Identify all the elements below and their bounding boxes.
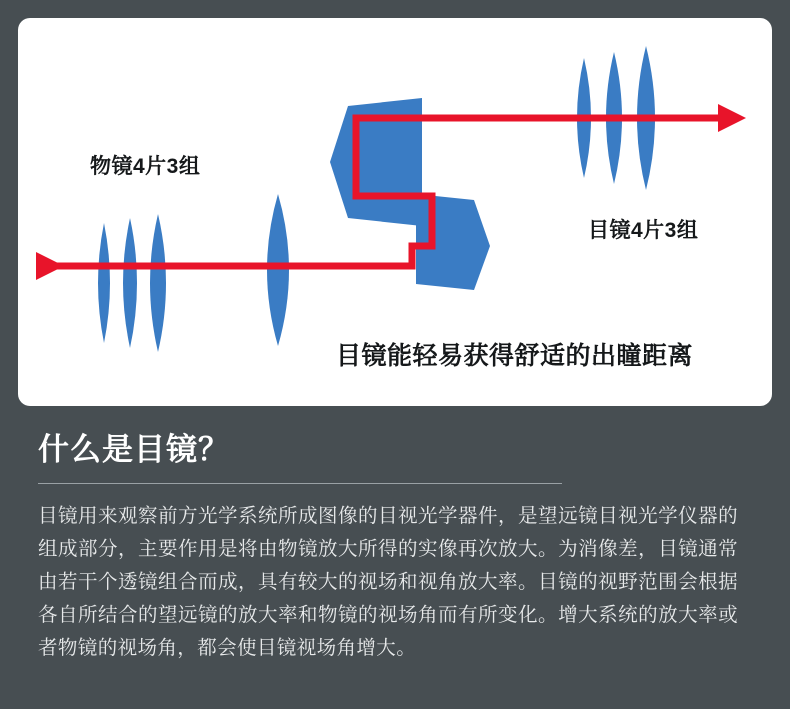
article-section (38, 424, 754, 665)
optical-diagram-card (18, 18, 772, 406)
ray-arrow-entry (36, 252, 64, 280)
objective-group-label: 物镜4片3组 (90, 155, 201, 178)
diagram-caption: 目镜能轻易获得舒适的出瞳距离 (336, 342, 694, 370)
eyepiece-group-label: 目镜4片3组 (588, 219, 699, 242)
prism-lower (416, 194, 490, 290)
article-body: 目镜用来观察前方光学系统所成图像的目视光学器件，是望远镜目视光学仪器的组成部分，主要作用是将由物镜放大所得的实像再次放大。为消像差，目镜通常由若干个透镜组合而成，具有较大的视场和视角放大率。目镜的视野范围会根据各自所结合的望远镜的放大率和物镜的视场角而有所变化。增大系统的放大率或者物镜的视场角，都会使目镜视场角增大。 (38, 505, 738, 659)
objective-lens-element-2 (123, 218, 137, 348)
field-lens-element (267, 194, 289, 346)
objective-lens-element-3 (150, 214, 166, 352)
ray-arrow-exit (718, 104, 746, 132)
objective-lens-element-1 (98, 223, 110, 343)
objective-lens-group (98, 214, 166, 352)
title-divider (38, 483, 562, 484)
field-lens-group (267, 194, 289, 346)
section-title: 什么是目镜？ (38, 432, 230, 467)
